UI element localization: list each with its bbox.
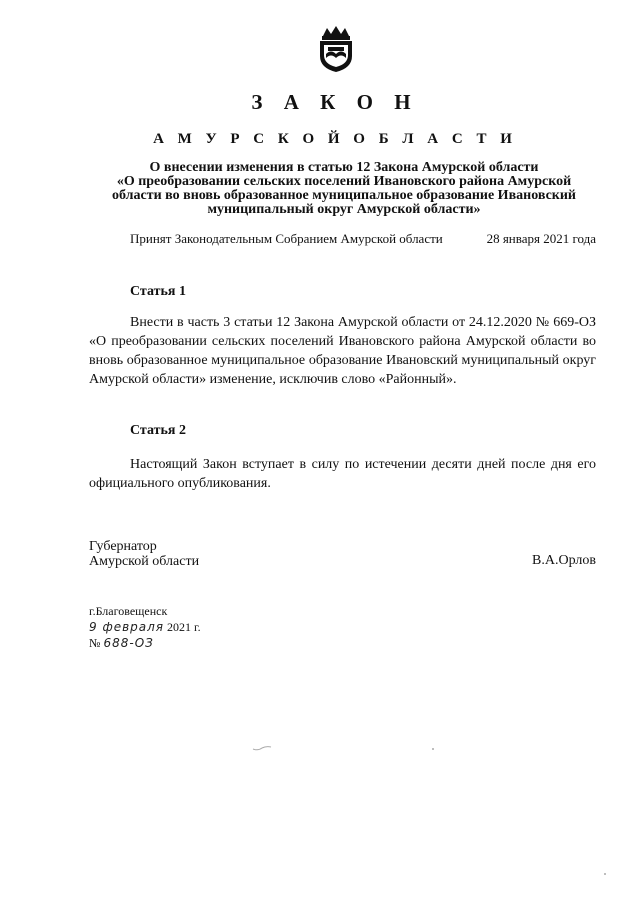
signatory-title-line: Амурской области — [89, 554, 200, 569]
scan-mark-icon — [252, 744, 272, 752]
document-region: А М У Р С К О Й О Б Л А С Т И — [153, 131, 517, 147]
footer-number-prefix: № — [89, 636, 101, 650]
handwritten-number: 688-ОЗ — [103, 636, 154, 650]
signatory-name: В.А.Орлов — [532, 553, 596, 568]
adoption-line — [130, 231, 596, 247]
article-1-title: Статья 1 — [130, 284, 186, 299]
footer-number-line — [89, 635, 201, 651]
footer-year: 2021 г. — [167, 620, 201, 634]
law-heading-line: «О преобразовании сельских поселений Ивановского района Амурской — [116, 174, 572, 189]
signatory-title-line: Губернатор — [89, 539, 157, 554]
signatory-title — [89, 539, 199, 569]
adopted-date: 28 января 2021 года — [486, 231, 596, 246]
law-heading-line: муниципальный округ Амурской области» — [207, 202, 481, 217]
coat-of-arms-icon — [313, 22, 359, 74]
article-2-title: Статья 2 — [130, 423, 186, 438]
footer-city: г.Благовещенск — [89, 604, 168, 618]
law-heading-line: О внесении изменения в статью 12 Закона Амурской области — [149, 160, 539, 175]
handwritten-date: 9 февраля — [89, 620, 165, 634]
law-heading-line: области во вновь образованное муниципальное образование Ивановский — [112, 188, 576, 203]
document-title: З А К О Н — [251, 90, 419, 114]
footer-block — [89, 603, 201, 651]
law-heading — [88, 161, 600, 217]
footer-date-line — [89, 619, 201, 635]
scan-dot-icon — [431, 747, 435, 751]
article-2-text: Настоящий Закон вступает в силу по истечении десяти дней после дня его официального опубликования. — [89, 457, 596, 491]
adopted-by: Принят Законодательным Собранием Амурской области — [130, 231, 443, 246]
article-1-text: Внести в часть 3 статьи 12 Закона Амурской области от 24.12.2020 № 669-ОЗ «О преобразовании сельских поселений Ивановского района Амурской области во вновь образованное муниципальное образование Ивановский муниципальный округ Амурской области» изменение, исключив слово «Районный». — [89, 315, 596, 387]
scan-dot-icon — [603, 872, 607, 876]
